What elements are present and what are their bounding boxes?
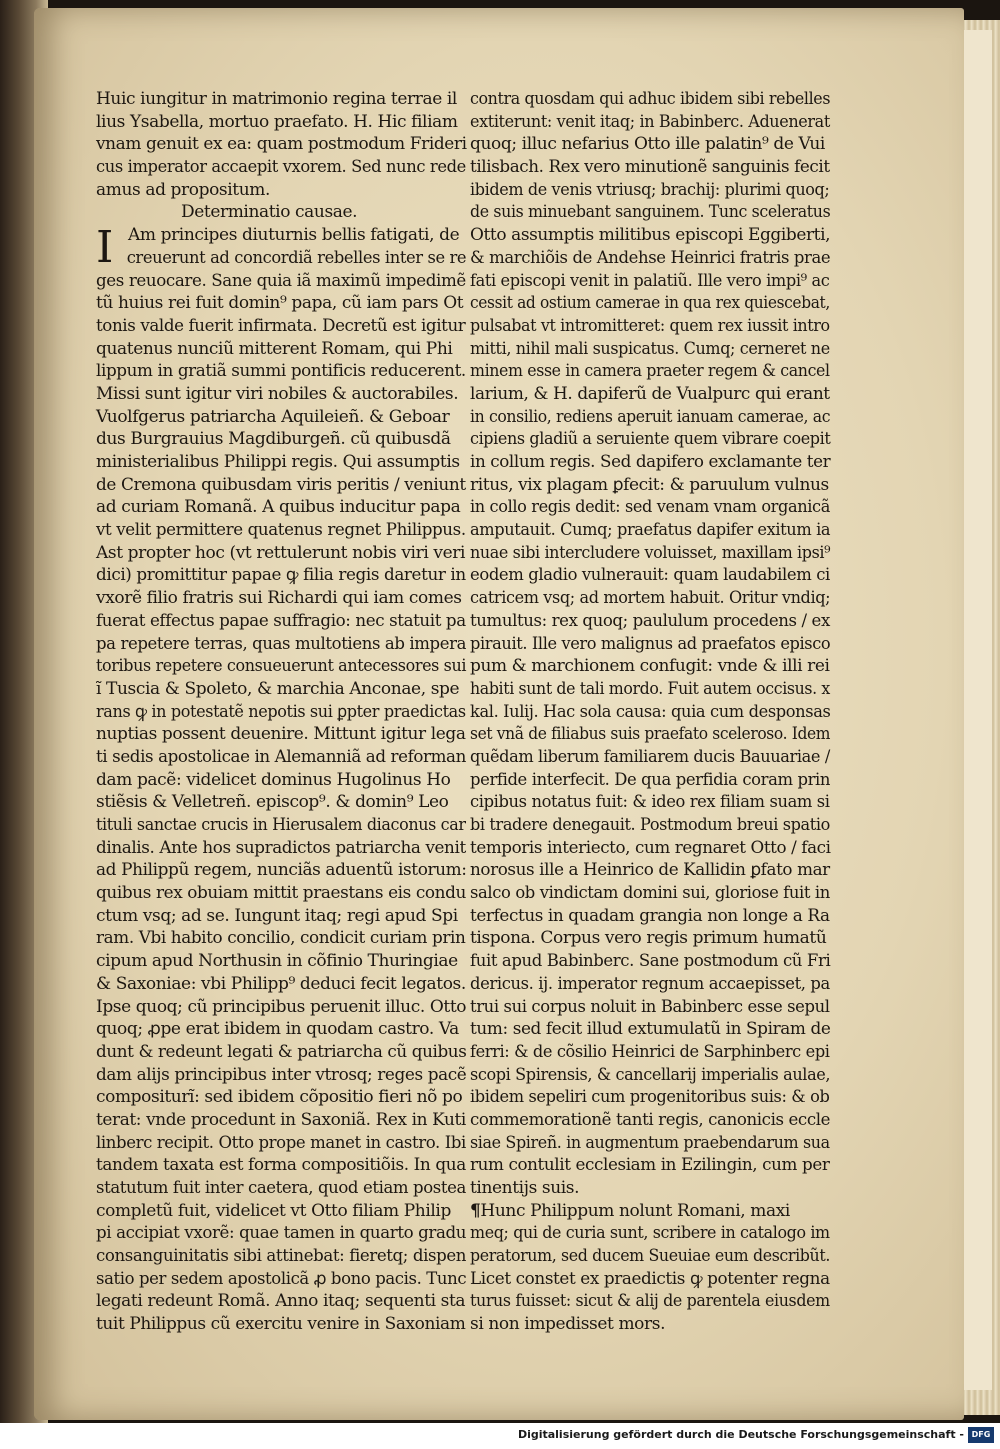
text-line: tilisbach. Rex vero minutionẽ sanguinis fecit	[470, 157, 830, 178]
text-line: rans ꝙ in potestatẽ nepotis sui ꝑpter praedictas	[96, 701, 466, 722]
paragraph-mark-icon: ¶	[470, 1200, 481, 1221]
text-line: Ipse quoq; cũ principibus peruenit illuc. Otto	[96, 996, 467, 1017]
right-text-column	[470, 88, 830, 1336]
text-line: lippum in gratiã summi pontificis reducerent.	[96, 361, 466, 382]
text-line: ferri: & de cõsilio Heinrici de Sarphinberc epi	[470, 1041, 830, 1062]
text-line: bi tradere denegauit. Postmodum breui spatio	[470, 815, 830, 835]
text-line: norosus ille a Heinrico de Kallidin ꝑfato mar	[470, 860, 830, 881]
text-line: vt velit permittere quatenus regnet Philippus.	[96, 520, 466, 541]
text-line: trui sui corpus noluit in Babinberc esse sepul	[470, 996, 830, 1017]
text-line: ctum vsq; ad se. Iungunt itaq; regi apud Spi	[96, 905, 458, 926]
text-line: stiẽsis & Velletreñ. episcop⁹. & domin⁹ Leo	[96, 792, 449, 813]
text-line: Licet constet ex praedictis ꝙ potenter regna	[470, 1268, 830, 1289]
text-line: eodem gladio vulnerauit: quam laudabilem ci	[470, 565, 830, 586]
text-line: in consilio, rediens aperuit ianuam camerae, ac	[470, 406, 831, 427]
text-line: ĩ Tuscia & Spoleto, & marchia Anconae, spe	[96, 678, 460, 699]
text-line: nuae sibi intercludere voluisset, maxillam ipsi⁹	[470, 542, 831, 563]
text-line: vnam genuit ex ea: quam postmodum Frideri	[96, 134, 467, 155]
text-line: tandem taxata est forma compositiõis. In qua	[96, 1155, 466, 1176]
text-line: habiti sunt de tali mordo. Fuit autem occisus. x	[470, 678, 830, 699]
text-line: dam pacẽ: videlicet dominus Hugolinus Ho	[96, 769, 451, 790]
text-line: dici) promittitur papae ꝙ filia regis daretur in	[96, 565, 466, 586]
text-line: catricem vsq; ad mortem habuit. Oritur vndiq;	[470, 588, 831, 609]
text-line: quibus rex obuiam mittit praestans eis condu	[96, 883, 467, 904]
text-line-content: creuerunt ad concordiã rebelles inter se re	[126, 247, 467, 268]
text-line: pulsabat vt intromitteret: quem rex iussit intro	[470, 315, 830, 336]
text-line: cessit ad ostium camerae in qua rex quiescebat,	[470, 293, 830, 314]
left-text-column	[96, 88, 466, 1336]
text-line: de Cremona quibusdam viris peritis / veniunt	[96, 474, 466, 495]
funding-note: Digitalisierung gefördert durch die Deutsche Forschungsgemeinschaft -	[517, 1428, 964, 1441]
text-line: dam alijs principibus inter vtrosq; reges pacẽ	[96, 1064, 467, 1085]
text-line: kal. Iulij. Hac sola causa: quia cum desponsas	[470, 701, 831, 722]
text-line: fuerat effectus papae suffragio: nec statuit pa	[96, 610, 466, 631]
text-line: consanguinitatis sibi attinebat: fieretq; dispen	[96, 1246, 467, 1267]
text-line: & Saxoniae: vbi Philipp⁹ deduci fecit legatos.	[96, 973, 466, 994]
text-line: Otto assumptis militibus episcopi Eggiberti,	[470, 225, 831, 246]
text-line: tumultus: rex quoq; paululum procedens / ex	[470, 610, 830, 631]
text-line: dinalis. Ante hos supradictos patriarcha venit	[96, 837, 466, 858]
text-line: ritus, vix plagam ꝑfecit: & paruulum vulnus	[470, 474, 829, 495]
text-line: scopi Spirensis, & cancellarij imperialis aulae,	[470, 1064, 831, 1085]
text-line: dunt & redeunt legati & patriarcha cũ quibus	[96, 1041, 467, 1062]
text-line: ibidem de venis vtriusq; brachij: plurimi quoq;	[470, 179, 830, 200]
text-line: Huic iungitur in matrimonio regina terrae il	[96, 89, 457, 109]
text-line: ti sedis apostolicae in Alemanniã ad reforman	[96, 746, 466, 767]
text-line: amus ad propositum.	[96, 179, 270, 200]
text-line: cipibus notatus fuit: & ideo rex filiam suam si	[470, 792, 830, 813]
text-line: Vuolfgerus patriarcha Aquileieñ. & Geboar	[96, 406, 450, 427]
footer-bar	[0, 1423, 1000, 1449]
text-line: ram. Vbi habito concilio, condicit curiam prin	[96, 928, 466, 949]
text-line	[96, 247, 467, 270]
text-line: quẽdam liberum familiarem ducis Bauuariae /	[470, 746, 830, 767]
text-line: nuptias possent deuenire. Mittunt igitur lega	[96, 724, 466, 745]
text-line: in collum regis. Sed dapifero exclamante ter	[470, 452, 831, 472]
text-line: dericus. ij. imperator regnum accaepisset, pa	[470, 973, 830, 994]
text-line: cipiens gladiũ a seruiente quem vibrare coepit	[470, 429, 831, 450]
text-line: satio per sedem apostolicã ꝓ bono pacis. Tunc	[96, 1268, 467, 1289]
text-line: vxorẽ filio fratris sui Richardi qui iam comes	[96, 588, 462, 609]
text-line: ges reuocare. Sane quia iã maximũ impedimẽ	[96, 270, 466, 291]
text-line: peratorum, sed ducem Sueuiae eum describũt.	[470, 1246, 830, 1267]
text-line: cus imperator accaepit vxorem. Sed nunc rede	[96, 157, 466, 178]
text-line: perfide interfecit. De qua perfidia coram prin	[470, 769, 831, 790]
text-line: legati redeunt Romã. Anno itaq; sequenti sta	[96, 1291, 466, 1312]
text-line: Ast propter hoc (vt rettulerunt nobis viri veri	[96, 542, 465, 563]
text-line: amputauit. Cumq; praefatus dapifer exitum ia	[470, 520, 831, 541]
text-line: terfectus in quadam grangia non longe a Ra	[470, 905, 830, 926]
text-line: dus Burgrauius Magdiburgeñ. cũ quibusdã	[96, 429, 451, 450]
text-line: ad Philippũ regem, nunciãs aduentũ istorum:	[96, 860, 467, 881]
text-line: quoq; ꝓpe erat ibidem in quodam castro. Va	[96, 1019, 459, 1040]
text-line: ministerialibus Philippi regis. Qui assumptis	[96, 452, 460, 472]
text-line: salco ob vindictam domini sui, gloriose fuit in	[470, 883, 830, 904]
text-line: pi accipiat vxorẽ: quae tamen in quarto gradu	[96, 1223, 467, 1244]
text-line: pa repetere terras, quas multotiens ab impera	[96, 633, 467, 654]
text-line: in collo regis dedit: sed venam vnam organicã	[470, 497, 830, 518]
text-line: set vnã de filiabus suis praefato sceleroso. Idem	[470, 724, 831, 745]
text-line: Missi sunt igitur viri nobiles & auctorabiles.	[96, 383, 459, 404]
text-line: si non impedisset mors.	[470, 1314, 666, 1335]
section-heading: Determinatio causae.	[181, 202, 358, 223]
text-line: tuit Philippus cũ exercitu venire in Saxoniam	[96, 1314, 466, 1335]
text-line: cipum apud Northusin in cõfinio Thuringiae	[96, 951, 458, 972]
text-line: fuit apud Babinberc. Sane postmodum cũ Fri	[470, 951, 831, 972]
text-line: commemorationẽ tanti regis, canonicis eccle	[470, 1109, 831, 1130]
text-line: terat: vnde procedunt in Saxoniã. Rex in Kuti	[96, 1109, 466, 1130]
text-line: minem esse in camera praeter regem & cancel	[470, 361, 830, 382]
text-line: pum & marchionem confugit: vnde & illi rei	[470, 656, 830, 677]
text-line-content: Am principes diuturnis bellis fatigati, de	[128, 225, 460, 246]
text-line: tituli sanctae crucis in Hierusalem diaconus car	[96, 815, 466, 835]
text-line: ad curiam Romanã. A quibus inducitur papa	[96, 497, 461, 518]
paragraph-line	[470, 1200, 830, 1223]
text-line: & marchiõis de Andehse Heinrici fratris prae	[470, 247, 831, 268]
text-line: ibidem sepeliri cum progenitoribus suis: & ob	[470, 1087, 830, 1108]
paragraph-first-line: Hunc Philippum nolunt Romani, maxi	[480, 1200, 790, 1221]
text-line: tum: sed fecit illud extumulatũ in Spiram de	[470, 1019, 831, 1040]
text-line: turus fuisset: sicut & alij de parentela eiusdem	[470, 1291, 830, 1312]
text-line: siae Spireñ. in augmentum praebendarum sua	[470, 1132, 830, 1153]
text-line: pirauit. Ille vero malignus ad praefatos episco	[470, 633, 831, 654]
text-line: de suis minuebant sanguinem. Tunc sceleratus	[470, 202, 831, 223]
text-line: quoq; illuc nefarius Otto ille palatin⁹ de Vui	[470, 134, 825, 155]
text-line: temporis interiecto, cum regnaret Otto / faci	[470, 837, 831, 858]
text-line: statutum fuit inter caetera, quod etiam postea	[96, 1178, 466, 1198]
text-line: toribus repetere consueuerunt antecessores sui	[96, 656, 467, 677]
text-line: tispona. Corpus vero regis primum humatũ	[470, 928, 827, 949]
text-line: larium, & H. dapiferũ de Vualpurc qui erant	[470, 383, 830, 404]
text-line: fati episcopi venit in palatiũ. Ille vero impi⁹ ac	[470, 270, 830, 291]
text-line: tonis valde fuerit infirmata. Decretũ est igitur	[96, 315, 466, 336]
text-line: contra quosdam qui adhuc ibidem sibi rebelles	[470, 89, 831, 109]
text-line: compositurĩ: sed ibidem cõpositio fieri nõ po	[96, 1087, 463, 1108]
initial-letter: I	[96, 222, 113, 274]
text-line: extiterunt: venit itaq; in Babinberc. Aduenerat	[470, 111, 830, 132]
text-line: tinentijs suis.	[470, 1178, 580, 1198]
text-line: rum contulit ecclesiam in Ezilingin, cum per	[470, 1155, 830, 1176]
text-line: completũ fuit, videlicet vt Otto filiam Philip	[96, 1200, 451, 1221]
text-line: lius Ysabella, mortuo praefato. H. Hic filiam	[96, 111, 458, 132]
text-line: mitti, nihil mali suspicatus. Cumq; cerneret ne	[470, 338, 830, 359]
text-line: meq; qui de curia sunt, scribere in catalogo im	[470, 1223, 830, 1244]
text-line: quatenus nunciũ mitterent Romam, qui Phi	[96, 338, 453, 359]
text-line: linberc recipit. Otto prope manet in castro. Ibi	[96, 1132, 466, 1153]
dfg-logo-icon: DFG	[968, 1427, 994, 1443]
text-line: tũ huius rei fuit domin⁹ papa, cũ iam pars Ot	[96, 293, 464, 314]
